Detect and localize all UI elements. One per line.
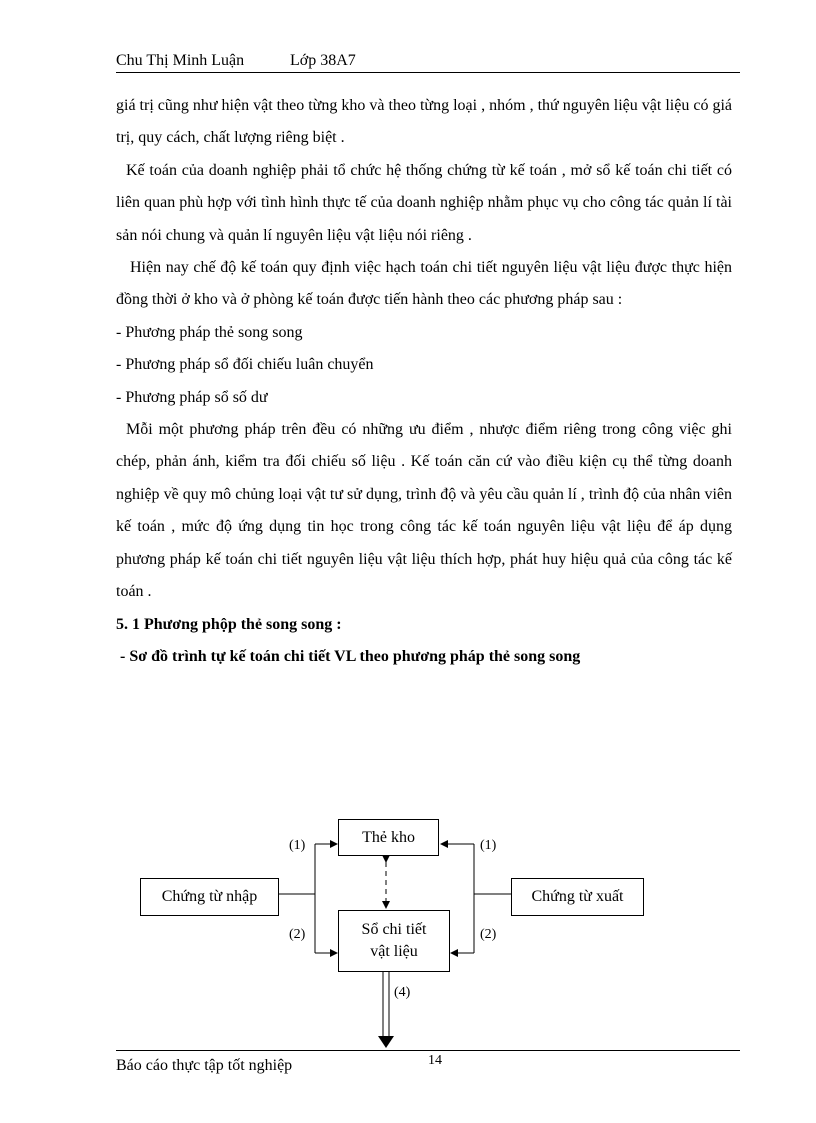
diagram-caption: - Sơ đồ trình tự kế toán chi tiết VL theo phương pháp thẻ song song [116, 647, 581, 665]
list-item: - Phương pháp thẻ song song [116, 323, 303, 341]
label-4: (4) [394, 985, 411, 1000]
list-item: - Phương pháp sổ đối chiếu luân chuyển [116, 356, 374, 374]
section-heading: 5. 1 Phương phộp thẻ song song : [116, 615, 342, 633]
so-chi-tiet-box [338, 910, 450, 972]
label-2-left: (2) [289, 927, 306, 942]
paragraph-2: Kế toán của doanh nghiệp phải tổ chức hệ thống chứng từ kế toán , mở sổ kế toán chi tiết có liên quan phù hợp với tình hình thực tế của doanh nghiệp nhằm phục vụ cho công tác quản lí tài sản nói chung và quản lí nguyên liệu vật liệu nói riêng . [116, 161, 732, 244]
so-chi-tiet-label-line1: Sổ chi tiết [361, 921, 427, 938]
chung-tu-nhap-box [140, 878, 279, 916]
header-author: Chu Thị Minh Luận [116, 52, 245, 69]
list-item: - Phương pháp sổ số dư [116, 388, 268, 406]
output-arrow-head [378, 1036, 394, 1048]
paragraph-1: giá trị cũng như hiện vật theo từng kho và theo từng loại , nhóm , thứ nguyên liệu vật liệu có giá trị, quy cách, chất lượng riêng biệt . [116, 97, 732, 147]
label-1-right: (1) [480, 838, 497, 853]
label-1-left: (1) [289, 838, 306, 853]
label-2-right: (2) [480, 927, 497, 942]
page-footer [116, 1050, 740, 1081]
the-kho-box [338, 819, 439, 856]
so-chi-tiet-label-line2: vật liệu [370, 943, 418, 960]
paragraph-4: Mỗi một phương pháp trên đều có những ưu điểm , nhược điểm riêng trong công việc ghi chép, phản ánh, kiểm tra đối chiếu số liệu . Kế toán căn cứ vào điều kiện cụ thể từng doanh nghiệp về quy mô chủng loại vật tư sử dụng, trình độ và yêu cầu quản lí , trình độ của nhân viên kế toán , mức độ ứng dụng tin học trong công tác kế toán nguyên liệu vật liệu để áp dụng phương pháp kế toán chi tiết nguyên liệu vật liệu thích hợp, phát huy hiệu quả của công tác kế toán . [116, 421, 732, 601]
chung-tu-xuat-box [511, 878, 644, 916]
chung-tu-xuat-label: Chứng từ xuất [531, 888, 624, 905]
the-kho-label: Thẻ kho [362, 828, 415, 846]
chung-tu-nhap-label: Chứng từ nhập [161, 888, 258, 905]
header-class: Lớp 38A7 [290, 52, 356, 69]
footer-title: Báo cáo thực tập tốt nghiệp [116, 1057, 293, 1074]
page-number: 14 [428, 1053, 442, 1068]
paragraph-3: Hiện nay chế độ kế toán quy định việc hạch toán chi tiết nguyên liệu vật liệu được thực hiện đồng thời ở kho và ở phòng kế toán được tiến hành theo các phương pháp sau : [116, 259, 732, 309]
